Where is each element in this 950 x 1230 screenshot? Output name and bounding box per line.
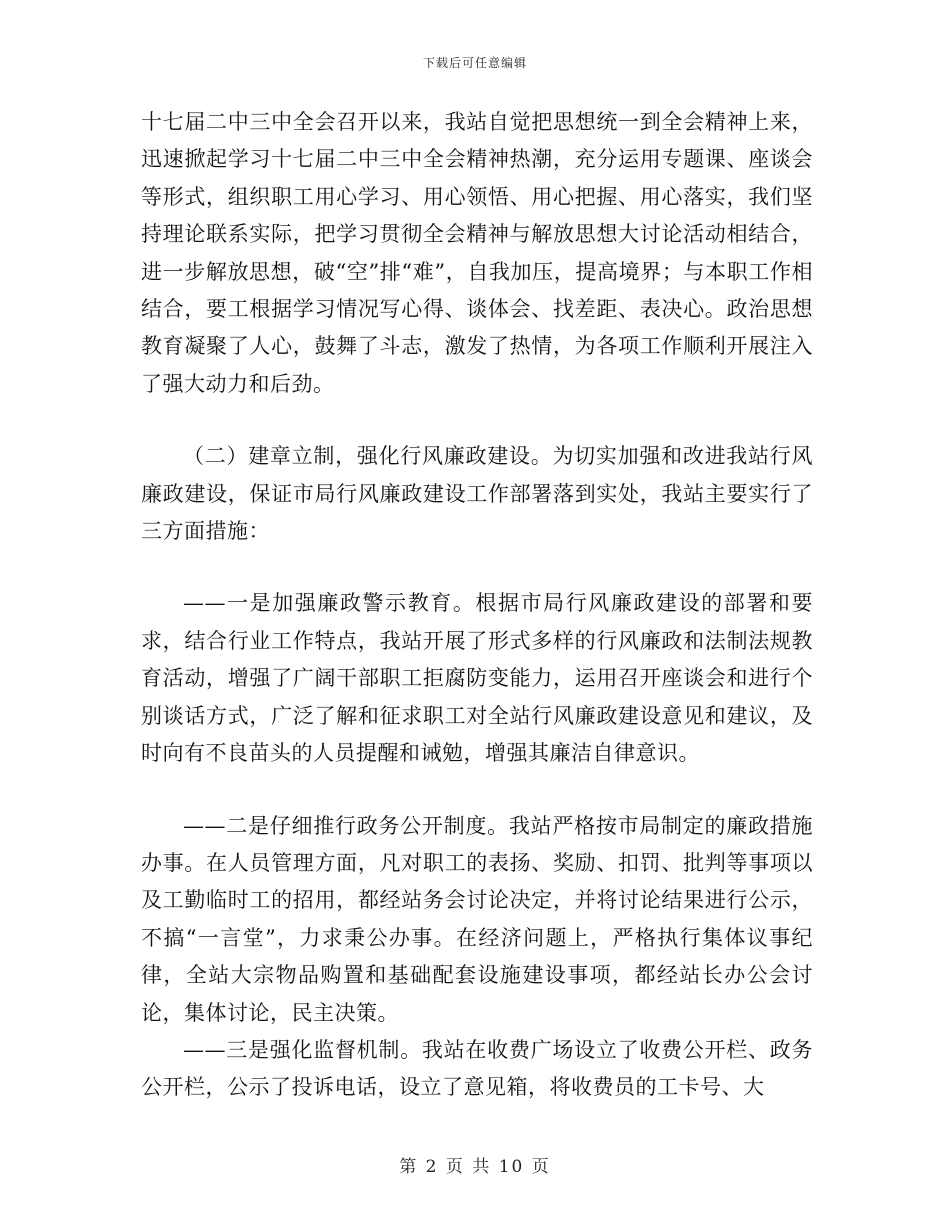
document-body — [141, 104, 813, 1107]
paragraph-2: （二）建章立制，强化行风廉政建设。为切实加强和改进我站行风廉政建设，保证市局行风廉政建设工作部署落到实处，我站主要实行了三方面措施： — [141, 444, 813, 544]
paragraph-1: 十七届二中三中全会召开以来，我站自觉把思想统一到全会精神上来，迅速掀起学习十七届二中三中全会精神热潮，充分运用专题课、座谈会等形式，组织职工用心学习、用心领悟、用心把握、用心落实，我们坚持理论联系实际，把学习贯彻全会精神与解放思想大讨论活动相结合，进一步解放思想，破“空”排“难”，自我加压，提高境界；与本职工作相结合，要工根据学习情况写心得、谈体会、找差距、表决心。政治思想教育凝聚了人心，鼓舞了斗志，激发了热情，为各项工作顺利开展注入了强大动力和后劲。 — [141, 110, 813, 396]
paragraph-5: ——三是强化监督机制。我站在收费广场设立了收费公开栏、政务公开栏，公示了投诉电话，设立了意见箱，将收费员的工卡号、大 — [141, 1037, 813, 1100]
paragraph-4: ——二是仔细推行政务公开制度。我站严格按市局制定的廉政措施办事。在人员管理方面，凡对职工的表扬、奖励、扣罚、批判等事项以及工勤临时工的招用，都经站务会讨论决定，并将讨论结果进行公示，不搞“一言堂”，力求秉公办事。在经济问题上，严格执行集体议事纪律，全站大宗物品购置和基础配套设施建设事项，都经站长办公会讨论，集体讨论，民主决策。 — [141, 813, 813, 1025]
page-number: 第 2 页 共 10 页 — [399, 1157, 551, 1177]
page-header-note: 下载后可任意编辑 — [422, 56, 527, 70]
paragraph-3: ——一是加强廉政警示教育。根据市局行风廉政建设的部署和要求，结合行业工作特点，我站开展了形式多样的行风廉政和法制法规教育活动，增强了广阔干部职工拒腐防变能力，运用召开座谈会和进行个别谈话方式，广泛了解和征求职工对全站行风廉政建设意见和建议，及时向有不良苗头的人员提醒和诫勉，增强其廉洁自律意识。 — [141, 591, 813, 766]
